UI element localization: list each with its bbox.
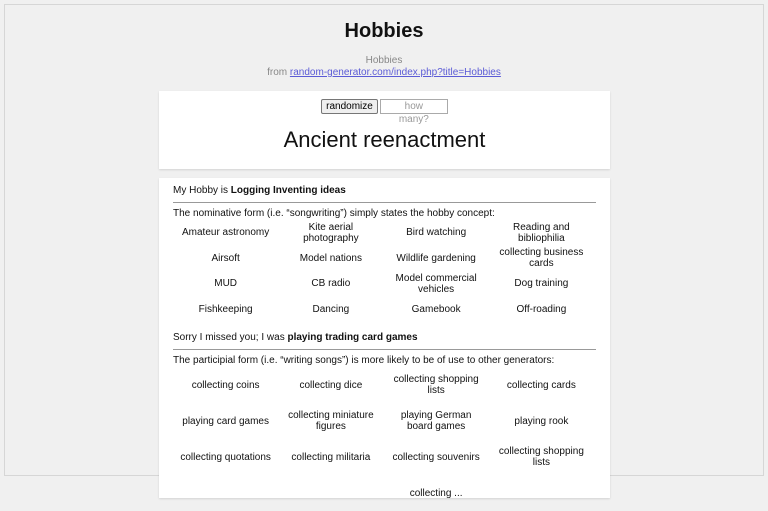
hobby-cell: collecting militaria	[291, 451, 371, 463]
source-link[interactable]: random-generator.com/index.php?title=Hobbies	[289, 67, 501, 78]
table-row	[173, 271, 594, 297]
table-row	[173, 475, 594, 511]
section1-heading-prefix: My Hobby is	[173, 185, 231, 196]
hobby-cell	[278, 475, 383, 511]
hobby-cell: collecting miniature figures	[288, 410, 374, 432]
table-row	[173, 439, 594, 475]
hobby-cell: collecting coins	[191, 379, 260, 391]
section2-heading-prefix: Sorry I missed you; I was	[173, 332, 288, 343]
hobby-cell: playing rook	[514, 415, 569, 427]
section2-heading	[173, 332, 596, 344]
hobby-cell: collecting dice	[299, 379, 363, 391]
page-title: Hobbies	[344, 20, 424, 42]
hobby-cell: playing card games	[182, 415, 269, 427]
how-many-input[interactable]: how many?	[380, 99, 448, 114]
hobby-cell: collecting cards	[506, 379, 576, 391]
hobby-cell: collecting ...	[409, 487, 463, 499]
source-line	[5, 67, 763, 78]
randomize-button[interactable]: randomize	[321, 99, 378, 114]
section2-heading-value: playing trading card games	[287, 332, 418, 343]
section2-description: The participial form (i.e. “writing songs”) is more likely to be of use to other generators:	[173, 355, 555, 366]
hobby-cell: Bird watching	[406, 227, 467, 239]
section2-divider	[173, 349, 596, 350]
hobby-cell: Amateur astronomy	[181, 227, 270, 239]
hobby-cell: Kite aerial photography	[303, 221, 359, 244]
hobby-cell: CB radio	[311, 278, 351, 290]
table-row	[173, 220, 594, 246]
section1-description: The nominative form (i.e. “songwriting”) simply states the hobby concept:	[173, 208, 495, 219]
hobby-cell	[173, 475, 278, 511]
hobby-cell: Wildlife gardening	[396, 252, 476, 264]
hobby-cell: Airsoft	[211, 252, 240, 264]
hobby-cell: Gamebook	[411, 303, 461, 315]
subtitle: Hobbies	[365, 55, 403, 66]
hobby-cell: Fishkeeping	[198, 303, 253, 315]
hobby-cell: Model commercial vehicles	[395, 272, 477, 295]
hobby-cell: Reading and bibliophilia	[513, 221, 570, 244]
section1-divider	[173, 202, 596, 203]
hobby-cell: Off-roading	[516, 303, 567, 315]
generator-controls	[159, 99, 610, 125]
hobby-cell: collecting business cards	[499, 247, 584, 270]
participial-table	[173, 367, 594, 511]
hobby-cell: collecting shopping lists	[498, 446, 584, 468]
hobby-cell: Dog training	[514, 278, 569, 290]
hobby-cell: Dancing	[312, 303, 350, 315]
nominative-table	[173, 220, 594, 322]
section1-heading	[173, 185, 596, 197]
hobby-cell: Model nations	[299, 252, 362, 264]
source-prefix: from	[267, 67, 288, 78]
hobby-cell: collecting quotations	[180, 451, 271, 463]
section1-heading-value: Logging Inventing ideas	[230, 185, 346, 196]
hobby-cell: collecting shopping lists	[393, 374, 479, 396]
table-row	[173, 403, 594, 439]
table-row	[173, 367, 594, 403]
hobby-cell: MUD	[214, 278, 238, 290]
generated-result: Ancient reenactment	[283, 127, 486, 152]
nominative-table-body	[173, 220, 594, 322]
table-row	[173, 297, 594, 323]
table-row	[173, 246, 594, 272]
page-frame	[4, 4, 764, 499]
participial-table-body	[173, 367, 594, 511]
forms-card	[159, 178, 610, 498]
hobby-cell	[489, 475, 594, 511]
hobby-cell: collecting souvenirs	[392, 451, 480, 463]
generator-card	[159, 91, 610, 169]
hobby-cell: playing German board games	[400, 410, 472, 432]
